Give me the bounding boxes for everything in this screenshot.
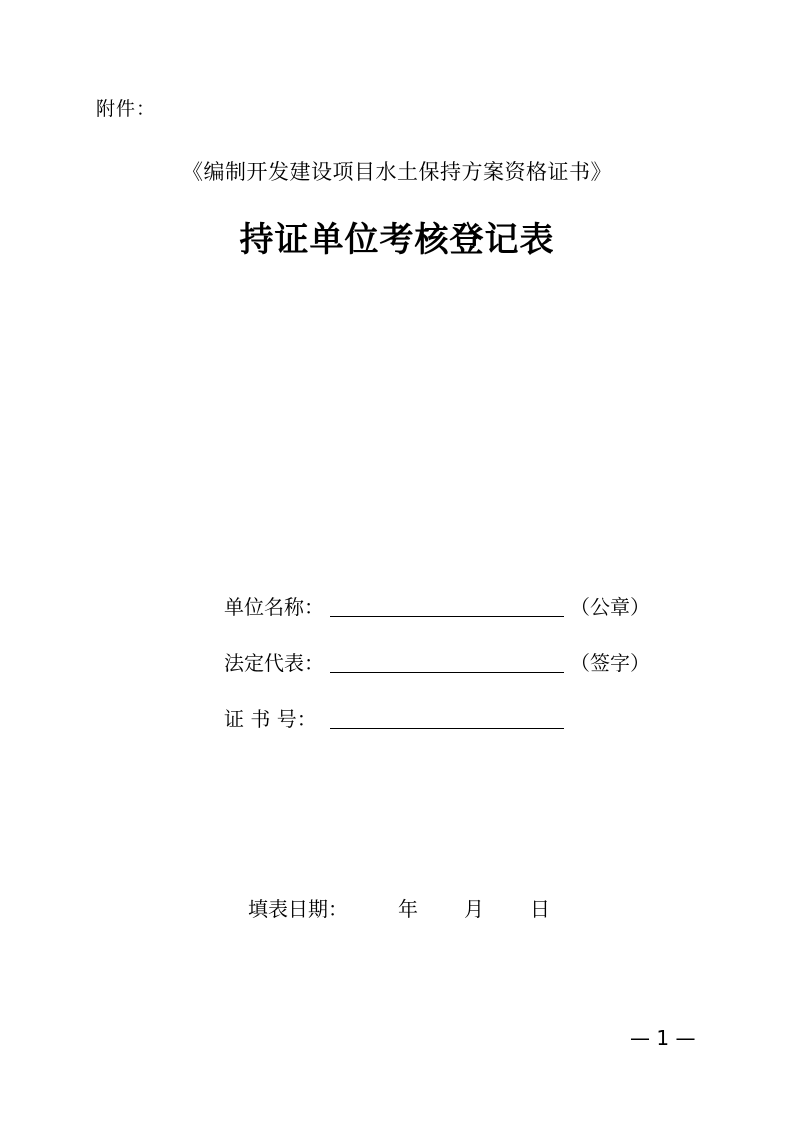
fill-date-label: 填表日期：: [248, 897, 348, 921]
unit-name-label: 单位名称：: [224, 595, 324, 619]
fill-date-month: 月: [464, 897, 484, 921]
page-number: — 1 —: [630, 1026, 696, 1050]
unit-name-blank[interactable]: [330, 616, 564, 617]
legal-rep-suffix: （签字）: [570, 651, 650, 675]
unit-name-field: [224, 590, 650, 620]
attachment-label: 附件：: [96, 98, 157, 120]
legal-rep-field: [224, 646, 650, 676]
fill-date-year: 年: [398, 897, 418, 921]
cert-no-field: [224, 702, 564, 732]
unit-name-suffix: （公章）: [570, 595, 650, 619]
fill-date-day: 日: [530, 897, 550, 921]
legal-rep-blank[interactable]: [330, 672, 564, 673]
cert-no-label: 证 书 号：: [224, 707, 317, 731]
cert-no-blank[interactable]: [330, 728, 564, 729]
document-subtitle: 《编制开发建设项目水土保持方案资格证书》: [182, 160, 612, 184]
legal-rep-label: 法定代表：: [224, 651, 324, 675]
fill-date-row: [248, 896, 550, 922]
page-title: 持证单位考核登记表: [239, 220, 555, 260]
